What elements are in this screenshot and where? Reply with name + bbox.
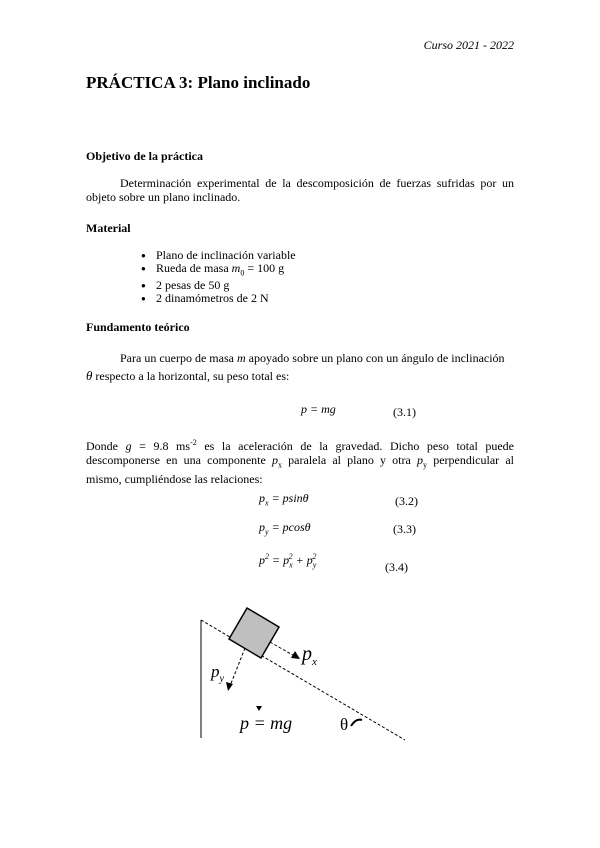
objective-heading: Objetivo de la práctica (86, 149, 203, 163)
list-item: ● Rueda de masa $m_0 = 100$ g (142, 262, 296, 279)
equation-3-4: $p^2 = p_x^2 + p_y^2$ (259, 552, 317, 570)
list-item: ● Plano de inclinación variable (142, 249, 296, 262)
block (229, 608, 279, 658)
equation-3-4-number: (3.4) (385, 560, 408, 574)
material-list (142, 249, 296, 305)
theory-paragraph-2: Donde g = 9.8 $ms^{-2}$ es la aceleración de la gravedad. Dicho peso total puede descomponerse en una componente $p_x$ paralela al plano y otra $p_y$ perpendicular al mismo, cumpliéndose las relaciones: (86, 438, 515, 487)
list-item: ● 2 pesas de 50 g (142, 279, 296, 292)
py-arrowhead (226, 682, 233, 691)
angle-label: θ (340, 715, 349, 734)
list-item: ● 2 dinamómetros de 2 N (142, 292, 296, 305)
equation-3-3: $p_y = pcos\theta$ (259, 520, 311, 537)
inclined-plane-diagram (190, 598, 420, 748)
theory-paragraph-1: Para un cuerpo de masa m apoyado sobre un plano con un ángulo de inclinación θ respecto a la horizontal, su peso total es: (86, 351, 505, 383)
material-heading: Material (86, 221, 131, 235)
objective-text: Determinación experimental de la descomposición de fuerzas sufridas por un objeto sobre un plano inclinado. (86, 176, 514, 204)
px-vector (270, 642, 296, 657)
equation-3-2: $p_x = psin\theta$ (259, 491, 309, 508)
page-title: PRÁCTICA 3: Plano inclinado (86, 73, 311, 92)
equation-3-1: p = mg (301, 402, 336, 416)
weight-arrowhead (256, 706, 262, 711)
weight-label: p = mg (240, 713, 293, 733)
angle-arc (351, 720, 362, 726)
py-label: $p_y$ (211, 662, 224, 685)
py-vector (230, 648, 245, 686)
course-year: Curso 2021 - 2022 (423, 38, 514, 52)
equation-3-3-number: (3.3) (393, 522, 416, 536)
equation-3-2-number: (3.2) (395, 494, 418, 508)
equation-3-1-number: (3.1) (393, 405, 416, 419)
px-label: $p_x$ (302, 643, 317, 668)
theory-heading: Fundamento teórico (86, 320, 190, 334)
